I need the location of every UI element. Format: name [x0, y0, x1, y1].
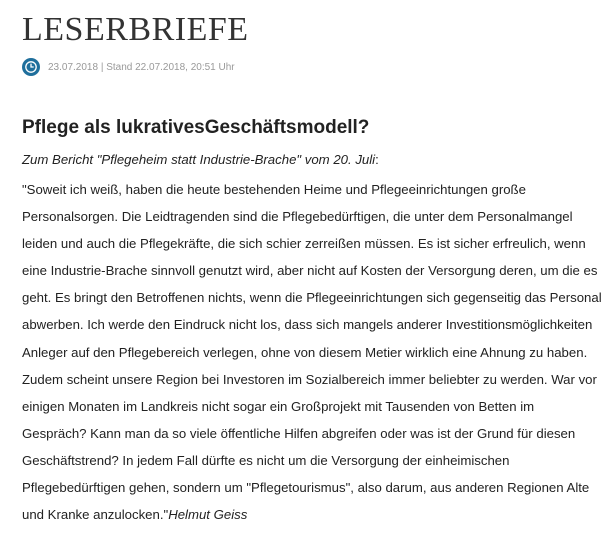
- intro-text: Zum Bericht "Pflegeheim statt Industrie-Brache" vom 20. Juli: [22, 152, 376, 167]
- clock-icon: [22, 58, 40, 76]
- article-intro: [22, 150, 379, 170]
- article-meta: [22, 58, 235, 76]
- publish-date: 23.07.2018 | Stand 22.07.2018, 20:51 Uhr: [48, 61, 235, 73]
- article-body: [22, 176, 602, 528]
- intro-suffix: :: [375, 152, 379, 167]
- section-title: LESERBRIEFE: [22, 11, 249, 48]
- letter-text: "Soweit ich weiß, haben die heute bestehenden Heime und Pflegeeinrichtungen große Personalsorgen. Die Leidtragenden sind die Pflegebedürftigen, die unter dem Personalmangel leiden und auch die Pflegekräfte, die sich schier zerreißen müssen. Es ist sicher erfreulich, wenn eine Industrie-Brache sinnvoll genutzt wird, aber nicht auf Kosten der Versorgung deren, um die es geht. Es bringt den Betroffenen nichts, wenn die Pflegeeinrichtungen sich gegenseitig das Personal abwerben. Ich werde den Eindruck nicht los, dass sich mangels anderer Investitionsmöglichkeiten Anleger auf den Pflegebereich verlegen, ohne von diesem Metier wirklich eine Ahnung zu haben. Zudem scheint unsere Region bei Investoren im Sozialbereich immer beliebter zu werden. War vor einigen Monaten im Landkreis nicht sogar ein Großprojekt mit Tausenden von Betten im Gespräch? Kann man da so viele öffentliche Hilfen abgreifen oder was ist der Grund für diesen Geschäftstrend? In jedem Fall dürfte es nicht um die Versorgung der einheimischen Pflegebedürftigen gehen, sondern um "Pflegetourismus", also darum, aus anderen Regionen Alte und Kranke anzulocken.": [22, 182, 602, 523]
- author-name: Helmut Geiss: [168, 507, 248, 523]
- article-headline: Pflege als lukrativesGeschäftsmodell?: [22, 117, 370, 138]
